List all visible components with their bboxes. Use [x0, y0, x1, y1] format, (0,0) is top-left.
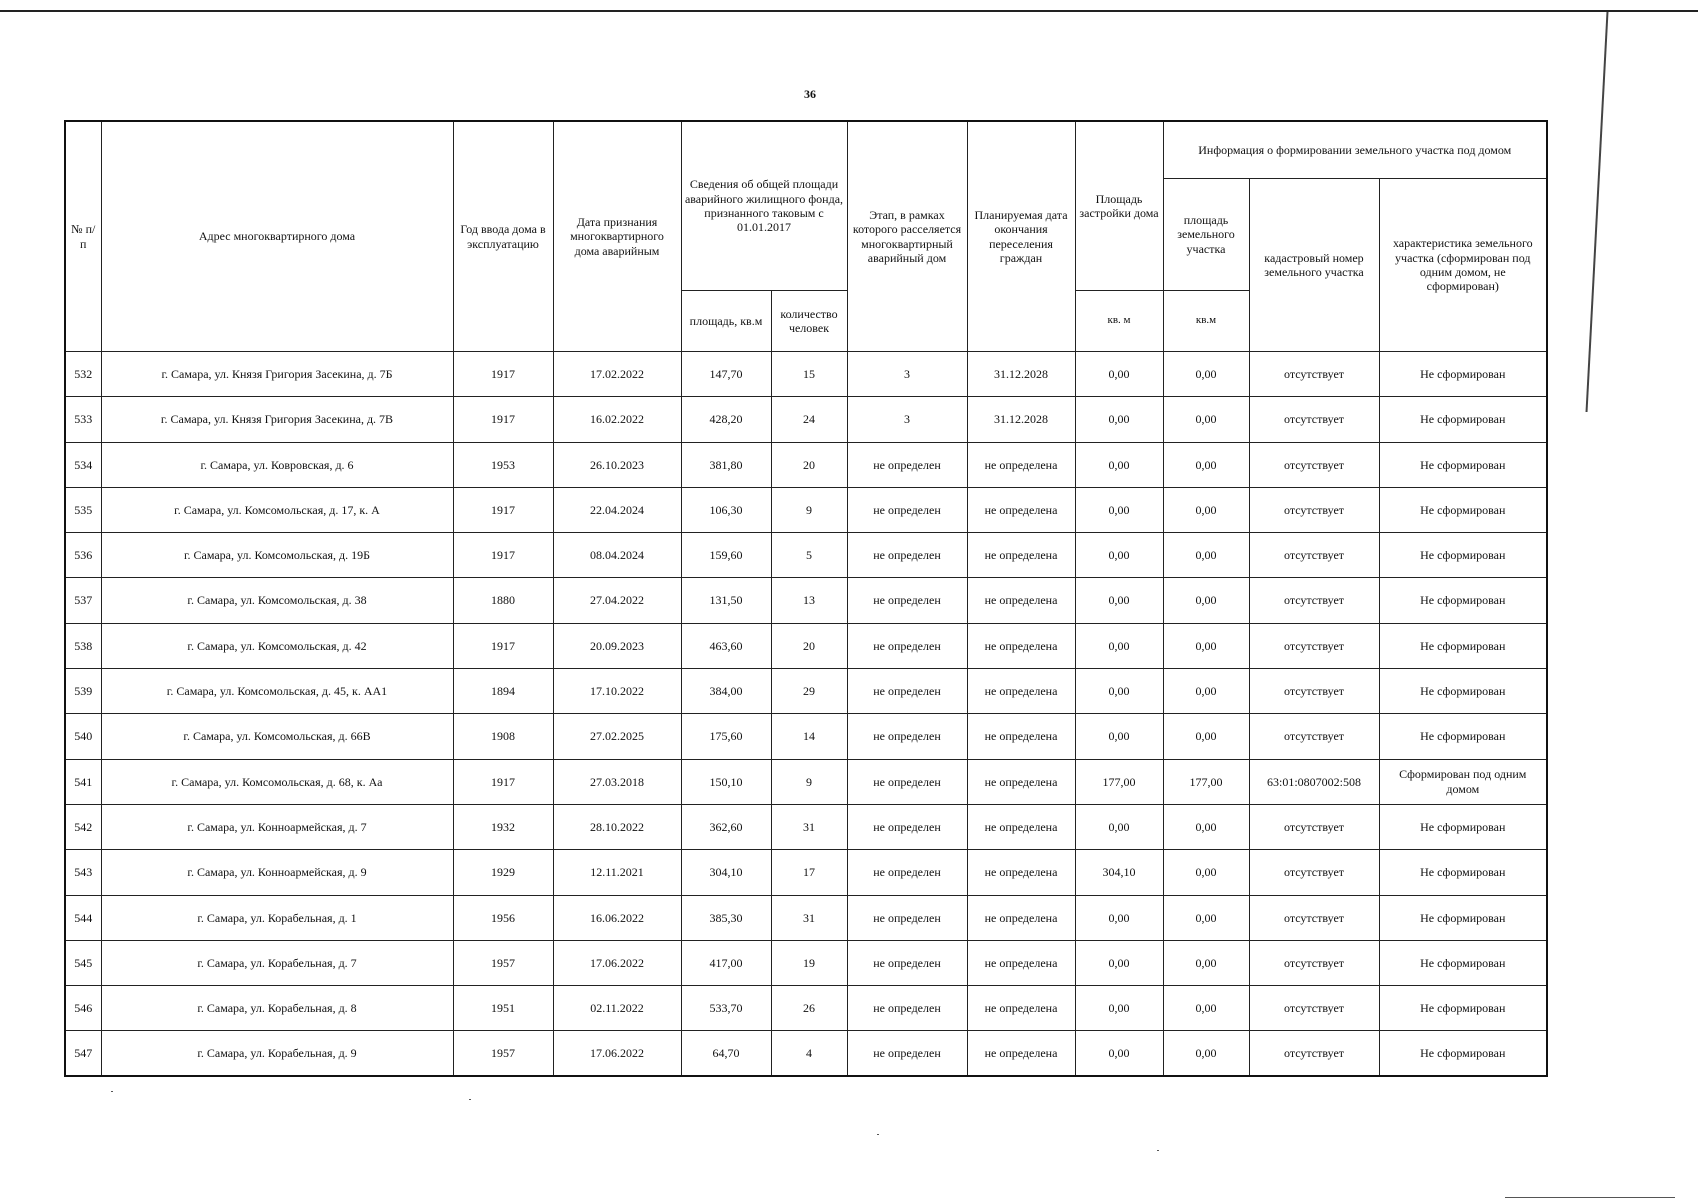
header-unit-land: кв.м: [1163, 291, 1249, 352]
header-year: Год ввода дома в эксплуатацию: [453, 121, 553, 352]
cell-cadastral: отсутствует: [1249, 940, 1379, 985]
cell-num: 543: [65, 850, 101, 895]
cell-num: 537: [65, 578, 101, 623]
cell-address: г. Самара, ул. Конноармейская, д. 7: [101, 804, 453, 849]
cell-stage: не определен: [847, 442, 967, 487]
cell-planned: не определена: [967, 669, 1075, 714]
cell-num: 535: [65, 487, 101, 532]
cell-num: 544: [65, 895, 101, 940]
header-num: № п/п: [65, 121, 101, 352]
cell-land-area: 0,00: [1163, 895, 1249, 940]
cell-address: г. Самара, ул. Комсомольская, д. 17, к. А: [101, 487, 453, 532]
cell-date: 17.06.2022: [553, 940, 681, 985]
cell-status: Сформирован под одним домом: [1379, 759, 1547, 804]
cell-people: 5: [771, 533, 847, 578]
cell-stage: не определен: [847, 850, 967, 895]
cell-num: 540: [65, 714, 101, 759]
cell-stage: не определен: [847, 986, 967, 1031]
cell-cadastral: отсутствует: [1249, 714, 1379, 759]
header-people: количество человек: [771, 291, 847, 352]
table-body: [65, 352, 1547, 1077]
header-recognition-date: Дата признания многоквартирного дома аварийным: [553, 121, 681, 352]
cell-land-area: 0,00: [1163, 850, 1249, 895]
cell-cadastral: отсутствует: [1249, 986, 1379, 1031]
cell-land-area: 0,00: [1163, 442, 1249, 487]
cell-land-area: 177,00: [1163, 759, 1249, 804]
cell-build-area: 0,00: [1075, 352, 1163, 397]
cell-cadastral: отсутствует: [1249, 487, 1379, 532]
cell-planned: не определена: [967, 1031, 1075, 1076]
table-row: [65, 986, 1547, 1031]
cell-cadastral: отсутствует: [1249, 352, 1379, 397]
cell-status: Не сформирован: [1379, 487, 1547, 532]
cell-area: 463,60: [681, 623, 771, 668]
header-land-status: характеристика земельного участка (сформирован под одним домом, не сформирован): [1379, 179, 1547, 352]
cell-build-area: 0,00: [1075, 578, 1163, 623]
table-row: [65, 578, 1547, 623]
cell-planned: не определена: [967, 623, 1075, 668]
cell-planned: не определена: [967, 895, 1075, 940]
cell-build-area: 0,00: [1075, 986, 1163, 1031]
cell-address: г. Самара, ул. Корабельная, д. 9: [101, 1031, 453, 1076]
header-area-group: Сведения об общей площади аварийного жилищного фонда, признанного таковым с 01.01.2017: [681, 121, 847, 291]
cell-address: г. Самара, ул. Корабельная, д. 7: [101, 940, 453, 985]
cell-status: Не сформирован: [1379, 578, 1547, 623]
cell-people: 31: [771, 895, 847, 940]
cell-num: 533: [65, 397, 101, 442]
cell-area: 147,70: [681, 352, 771, 397]
cell-year: 1929: [453, 850, 553, 895]
cell-stage: не определен: [847, 669, 967, 714]
cell-area: 428,20: [681, 397, 771, 442]
cell-stage: не определен: [847, 533, 967, 578]
cell-build-area: 0,00: [1075, 895, 1163, 940]
cell-status: Не сформирован: [1379, 533, 1547, 578]
cell-planned: не определена: [967, 578, 1075, 623]
cell-address: г. Самара, ул. Комсомольская, д. 68, к. Аа: [101, 759, 453, 804]
cell-planned: 31.12.2028: [967, 352, 1075, 397]
cell-address: г. Самара, ул. Конноармейская, д. 9: [101, 850, 453, 895]
cell-date: 16.06.2022: [553, 895, 681, 940]
table-row: [65, 940, 1547, 985]
table-row: [65, 533, 1547, 578]
cell-land-area: 0,00: [1163, 986, 1249, 1031]
cell-status: Не сформирован: [1379, 850, 1547, 895]
cell-date: 17.06.2022: [553, 1031, 681, 1076]
cell-stage: не определен: [847, 895, 967, 940]
cell-people: 20: [771, 623, 847, 668]
cell-land-area: 0,00: [1163, 397, 1249, 442]
cell-date: 20.09.2023: [553, 623, 681, 668]
cell-address: г. Самара, ул. Комсомольская, д. 38: [101, 578, 453, 623]
cell-area: 385,30: [681, 895, 771, 940]
cell-cadastral: отсутствует: [1249, 850, 1379, 895]
header-cadastral: кадастровый номер земельного участка: [1249, 179, 1379, 352]
cell-year: 1880: [453, 578, 553, 623]
cell-cadastral: 63:01:0807002:508: [1249, 759, 1379, 804]
cell-area: 64,70: [681, 1031, 771, 1076]
cell-date: 26.10.2023: [553, 442, 681, 487]
cell-status: Не сформирован: [1379, 1031, 1547, 1076]
cell-date: 28.10.2022: [553, 804, 681, 849]
cell-planned: не определена: [967, 986, 1075, 1031]
cell-stage: не определен: [847, 487, 967, 532]
cell-cadastral: отсутствует: [1249, 669, 1379, 714]
cell-people: 14: [771, 714, 847, 759]
cell-status: Не сформирован: [1379, 352, 1547, 397]
cell-area: 131,50: [681, 578, 771, 623]
cell-area: 304,10: [681, 850, 771, 895]
page-number: 36: [804, 87, 816, 101]
cell-build-area: 0,00: [1075, 804, 1163, 849]
cell-land-area: 0,00: [1163, 352, 1249, 397]
header-address: Адрес многоквартирного дома: [101, 121, 453, 352]
cell-build-area: 0,00: [1075, 940, 1163, 985]
table-row: [65, 895, 1547, 940]
emergency-housing-table: [64, 120, 1548, 1077]
cell-address: г. Самара, ул. Князя Григория Засекина, д. 7Б: [101, 352, 453, 397]
cell-cadastral: отсутствует: [1249, 442, 1379, 487]
scan-speck: [1157, 1150, 1159, 1151]
table-row: [65, 487, 1547, 532]
cell-cadastral: отсутствует: [1249, 895, 1379, 940]
cell-address: г. Самара, ул. Комсомольская, д. 19Б: [101, 533, 453, 578]
cell-address: г. Самара, ул. Комсомольская, д. 66В: [101, 714, 453, 759]
cell-year: 1957: [453, 940, 553, 985]
table-row: [65, 1031, 1547, 1076]
cell-people: 9: [771, 759, 847, 804]
cell-date: 27.02.2025: [553, 714, 681, 759]
cell-address: г. Самара, ул. Корабельная, д. 8: [101, 986, 453, 1031]
cell-date: 27.04.2022: [553, 578, 681, 623]
cell-address: г. Самара, ул. Комсомольская, д. 42: [101, 623, 453, 668]
cell-people: 9: [771, 487, 847, 532]
cell-stage: не определен: [847, 714, 967, 759]
cell-build-area: 0,00: [1075, 623, 1163, 668]
cell-stage: не определен: [847, 578, 967, 623]
cell-year: 1957: [453, 1031, 553, 1076]
cell-num: 539: [65, 669, 101, 714]
table-row: [65, 669, 1547, 714]
cell-planned: не определена: [967, 804, 1075, 849]
cell-people: 24: [771, 397, 847, 442]
cell-planned: не определена: [967, 442, 1075, 487]
cell-planned: не определена: [967, 714, 1075, 759]
cell-num: 542: [65, 804, 101, 849]
cell-people: 29: [771, 669, 847, 714]
scan-speck: [469, 1099, 471, 1100]
cell-status: Не сформирован: [1379, 986, 1547, 1031]
cell-people: 13: [771, 578, 847, 623]
cell-people: 15: [771, 352, 847, 397]
cell-people: 26: [771, 986, 847, 1031]
cell-num: 532: [65, 352, 101, 397]
cell-date: 22.04.2024: [553, 487, 681, 532]
cell-area: 175,60: [681, 714, 771, 759]
header-land-group: Информация о формировании земельного участка под домом: [1163, 121, 1547, 179]
table-row: [65, 850, 1547, 895]
cell-build-area: 0,00: [1075, 714, 1163, 759]
cell-build-area: 0,00: [1075, 1031, 1163, 1076]
cell-build-area: 0,00: [1075, 397, 1163, 442]
cell-people: 31: [771, 804, 847, 849]
cell-status: Не сформирован: [1379, 895, 1547, 940]
cell-stage: не определен: [847, 759, 967, 804]
cell-build-area: 0,00: [1075, 487, 1163, 532]
scan-edge-top: [0, 10, 1698, 12]
cell-cadastral: отсутствует: [1249, 623, 1379, 668]
cell-planned: не определена: [967, 940, 1075, 985]
table-row: [65, 442, 1547, 487]
cell-land-area: 0,00: [1163, 940, 1249, 985]
cell-status: Не сформирован: [1379, 397, 1547, 442]
cell-year: 1917: [453, 759, 553, 804]
cell-year: 1956: [453, 895, 553, 940]
cell-address: г. Самара, ул. Комсомольская, д. 45, к. АА1: [101, 669, 453, 714]
table-row: [65, 804, 1547, 849]
header-land-area: площадь земельного участка: [1163, 179, 1249, 291]
cell-area: 106,30: [681, 487, 771, 532]
cell-status: Не сформирован: [1379, 442, 1547, 487]
table-row: [65, 352, 1547, 397]
cell-cadastral: отсутствует: [1249, 1031, 1379, 1076]
table-row: [65, 714, 1547, 759]
cell-build-area: 0,00: [1075, 669, 1163, 714]
cell-status: Не сформирован: [1379, 804, 1547, 849]
scan-speck: [877, 1134, 879, 1135]
cell-cadastral: отсутствует: [1249, 533, 1379, 578]
cell-year: 1953: [453, 442, 553, 487]
cell-planned: 31.12.2028: [967, 397, 1075, 442]
header-area: площадь, кв.м: [681, 291, 771, 352]
table-row: [65, 623, 1547, 668]
cell-year: 1917: [453, 533, 553, 578]
cell-num: 536: [65, 533, 101, 578]
cell-build-area: 0,00: [1075, 533, 1163, 578]
cell-build-area: 177,00: [1075, 759, 1163, 804]
cell-cadastral: отсутствует: [1249, 397, 1379, 442]
cell-address: г. Самара, ул. Ковровская, д. 6: [101, 442, 453, 487]
cell-area: 159,60: [681, 533, 771, 578]
cell-status: Не сформирован: [1379, 714, 1547, 759]
cell-stage: 3: [847, 352, 967, 397]
cell-num: 541: [65, 759, 101, 804]
cell-land-area: 0,00: [1163, 578, 1249, 623]
cell-people: 4: [771, 1031, 847, 1076]
cell-planned: не определена: [967, 533, 1075, 578]
cell-num: 546: [65, 986, 101, 1031]
cell-planned: не определена: [967, 487, 1075, 532]
cell-land-area: 0,00: [1163, 804, 1249, 849]
cell-year: 1894: [453, 669, 553, 714]
cell-status: Не сформирован: [1379, 940, 1547, 985]
cell-land-area: 0,00: [1163, 669, 1249, 714]
cell-planned: не определена: [967, 759, 1075, 804]
cell-area: 381,80: [681, 442, 771, 487]
cell-land-area: 0,00: [1163, 487, 1249, 532]
header-building-area: Площадь застройки дома: [1075, 121, 1163, 291]
cell-people: 19: [771, 940, 847, 985]
cell-cadastral: отсутствует: [1249, 578, 1379, 623]
cell-people: 20: [771, 442, 847, 487]
header-planned-date: Планируемая дата окончания переселения граждан: [967, 121, 1075, 352]
table-row: [65, 397, 1547, 442]
cell-area: 150,10: [681, 759, 771, 804]
table-row: [65, 759, 1547, 804]
cell-num: 538: [65, 623, 101, 668]
cell-stage: 3: [847, 397, 967, 442]
cell-status: Не сформирован: [1379, 623, 1547, 668]
cell-status: Не сформирован: [1379, 669, 1547, 714]
header-unit-building: кв. м: [1075, 291, 1163, 352]
cell-year: 1932: [453, 804, 553, 849]
scan-edge-bottom: [1505, 1197, 1675, 1198]
cell-area: 417,00: [681, 940, 771, 985]
cell-stage: не определен: [847, 623, 967, 668]
cell-stage: не определен: [847, 940, 967, 985]
cell-year: 1917: [453, 487, 553, 532]
cell-cadastral: отсутствует: [1249, 804, 1379, 849]
cell-num: 534: [65, 442, 101, 487]
cell-address: г. Самара, ул. Князя Григория Засекина, д. 7В: [101, 397, 453, 442]
cell-date: 12.11.2021: [553, 850, 681, 895]
cell-address: г. Самара, ул. Корабельная, д. 1: [101, 895, 453, 940]
cell-land-area: 0,00: [1163, 533, 1249, 578]
cell-people: 17: [771, 850, 847, 895]
cell-year: 1908: [453, 714, 553, 759]
cell-area: 362,60: [681, 804, 771, 849]
header-stage: Этап, в рамках которого расселяется многоквартирный аварийный дом: [847, 121, 967, 352]
cell-year: 1951: [453, 986, 553, 1031]
cell-land-area: 0,00: [1163, 1031, 1249, 1076]
cell-planned: не определена: [967, 850, 1075, 895]
cell-area: 384,00: [681, 669, 771, 714]
scan-edge-right: [1586, 12, 1609, 412]
cell-date: 27.03.2018: [553, 759, 681, 804]
cell-year: 1917: [453, 397, 553, 442]
cell-year: 1917: [453, 623, 553, 668]
cell-year: 1917: [453, 352, 553, 397]
cell-num: 545: [65, 940, 101, 985]
cell-num: 547: [65, 1031, 101, 1076]
cell-date: 16.02.2022: [553, 397, 681, 442]
cell-land-area: 0,00: [1163, 623, 1249, 668]
cell-date: 02.11.2022: [553, 986, 681, 1031]
scan-speck: [111, 1091, 113, 1092]
cell-date: 08.04.2024: [553, 533, 681, 578]
cell-build-area: 0,00: [1075, 442, 1163, 487]
cell-area: 533,70: [681, 986, 771, 1031]
cell-stage: не определен: [847, 804, 967, 849]
cell-date: 17.02.2022: [553, 352, 681, 397]
cell-date: 17.10.2022: [553, 669, 681, 714]
cell-land-area: 0,00: [1163, 714, 1249, 759]
cell-build-area: 304,10: [1075, 850, 1163, 895]
cell-stage: не определен: [847, 1031, 967, 1076]
